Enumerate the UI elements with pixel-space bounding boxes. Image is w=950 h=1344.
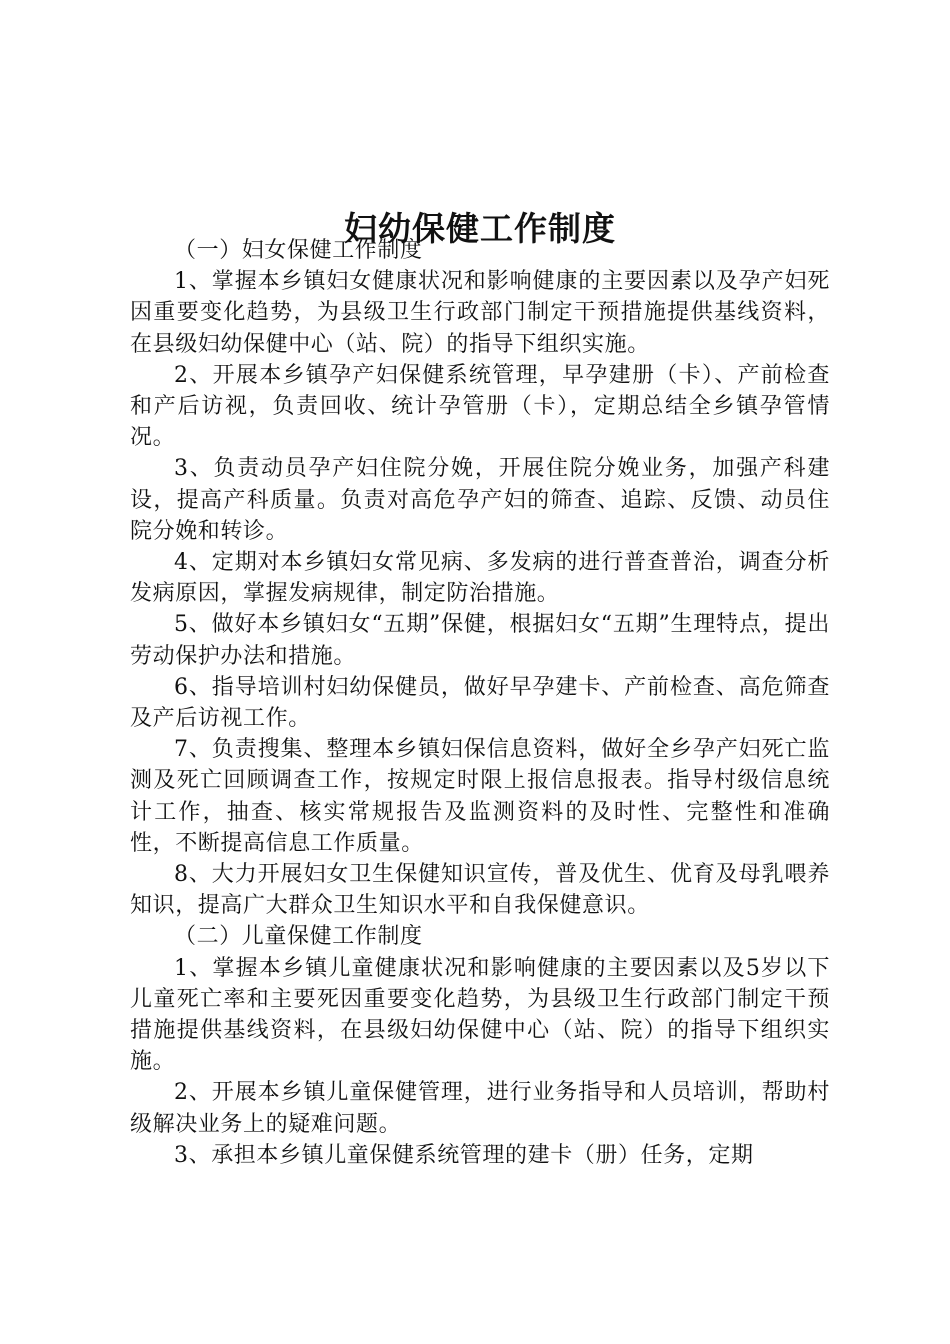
women-paragraph-5: 5、做好本乡镇妇女“五期”保健，根据妇女“五期”生理特点，提出劳动保护办法和措施。: [130, 612, 830, 669]
document-body: [130, 235, 830, 1171]
section-heading-women: （一）妇女保健工作制度: [174, 238, 423, 263]
women-paragraph-4: 4、定期对本乡镇妇女常见病、多发病的进行普查普治，调查分析发病原因，掌握发病规律，制定防治措施。: [130, 550, 830, 607]
women-paragraph-8: 8、大力开展妇女卫生保健知识宣传，普及优生、优育及母乳喂养知识，提高广大群众卫生知识水平和自我保健意识。: [130, 862, 830, 919]
women-paragraph-3: 3、负责动员孕产妇住院分娩，开展住院分娩业务，加强产科建设，提高产科质量。负责对高危孕产妇的筛查、追踪、反馈、动员住院分娩和转诊。: [130, 456, 830, 544]
children-paragraph-1: 1、掌握本乡镇儿童健康状况和影响健康的主要因素以及5岁以下儿童死亡率和主要死因重要变化趋势，为县级卫生行政部门制定干预措施提供基线资料，在县级妇幼保健中心（站、院）的指导下组织实施。: [130, 955, 830, 1075]
children-paragraph-2: 2、开展本乡镇儿童保健管理，进行业务指导和人员培训，帮助村级解决业务上的疑难问题。: [130, 1080, 830, 1137]
document-title: 妇幼保健工作制度: [344, 209, 616, 249]
children-paragraph-3: 3、承担本乡镇儿童保健系统管理的建卡（册）任务，定期: [174, 1142, 754, 1168]
women-paragraph-2: 2、开展本乡镇孕产妇保健系统管理，早孕建册（卡）、产前检查和产后访视，负责回收、统计孕管册（卡），定期总结全乡镇孕管情况。: [130, 362, 830, 451]
section-heading-children: （二）儿童保健工作制度: [174, 924, 423, 950]
women-paragraph-1: 1、掌握本乡镇妇女健康状况和影响健康的主要因素以及孕产妇死因重要变化趋势，为县级卫生行政部门制定干预措施提供基线资料，在县级妇幼保健中心（站、院）的指导下组织实施。: [130, 269, 830, 357]
women-paragraph-7: 7、负责搜集、整理本乡镇妇保信息资料，做好全乡孕产妇死亡监测及死亡回顾调查工作，按规定时限上报信息报表。指导村级信息统计工作，抽查、核实常规报告及监测资料的及时性、完整性和准确性，不断提高信息工作质量。: [130, 737, 830, 856]
women-paragraph-6: 6、指导培训村妇幼保健员，做好早孕建卡、产前检查、高危筛查及产后访视工作。: [130, 674, 830, 732]
